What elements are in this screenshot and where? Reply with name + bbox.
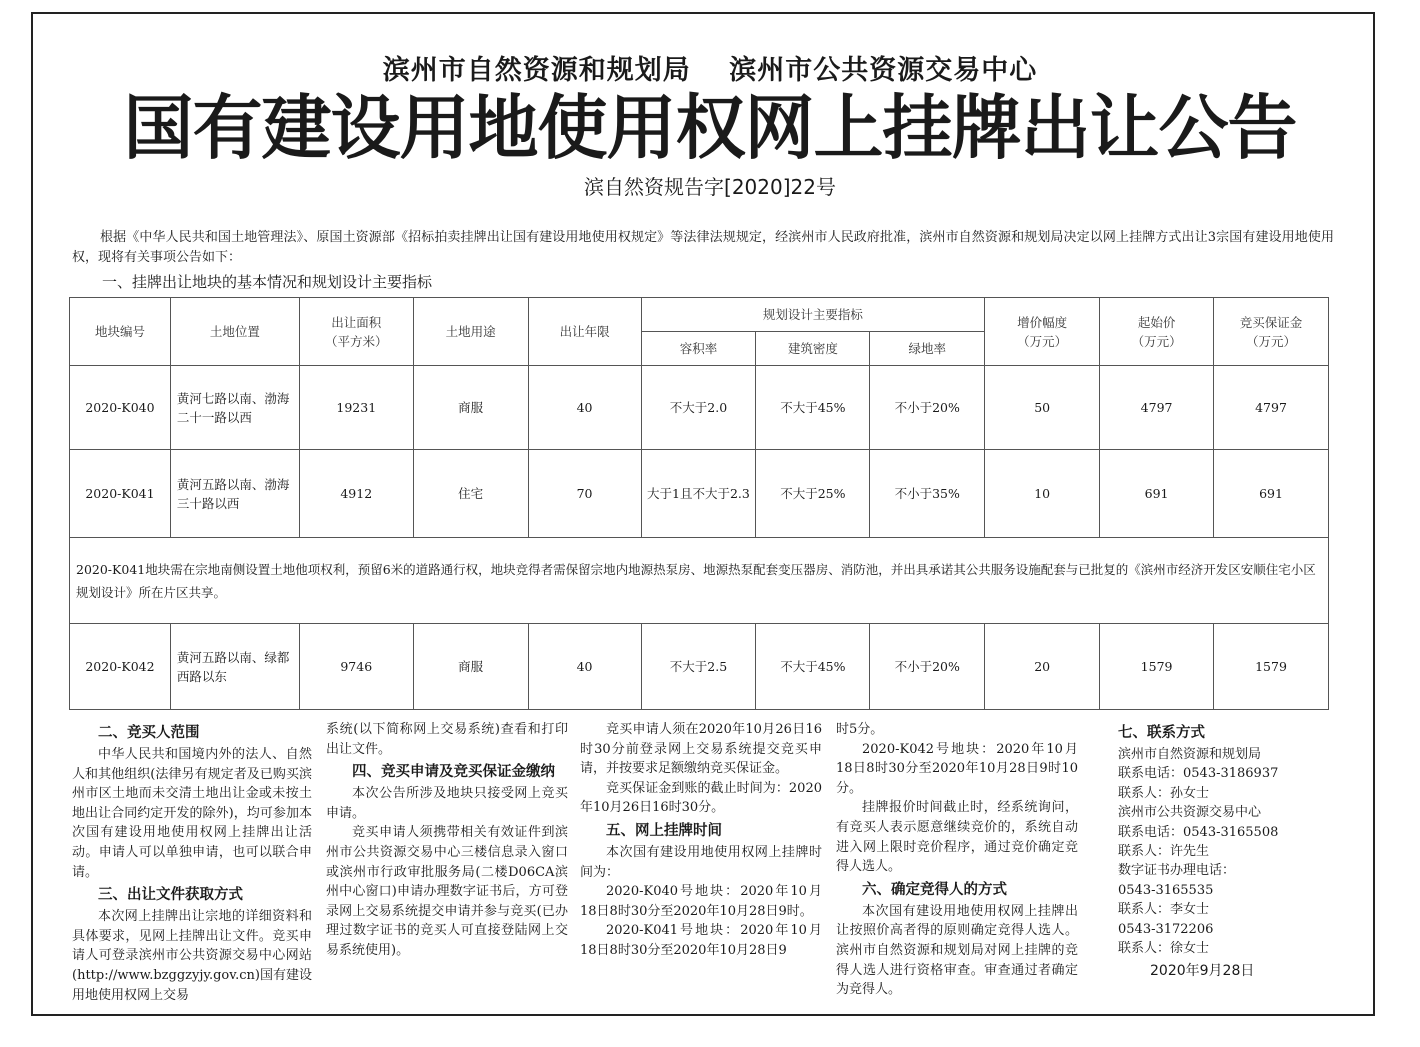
cell-use: 住宅: [413, 450, 528, 538]
header-area: 出让面积 （平方米）: [299, 298, 413, 366]
section-2-body: 中华人民共和国境内外的法人、自然人和其他组织(法律另有规定者及已购买滨州市区土地而未交清土地出让金或未按土地出让合同约定开发的除外)，均可参加本次国有建设用地使用权网上挂牌出让活动。申请人可以单独申请，也可以联合申请。: [72, 747, 312, 880]
section-1-title: 一、挂牌出让地块的基本情况和规划设计主要指标: [102, 273, 433, 291]
section-2-title: 二、竞买人范围: [98, 725, 200, 741]
section-4-para-2: 竞买申请人须携带相关有效证件到滨州市公共资源交易中心三楼信息录入窗口或滨州市行政审批服务局(二楼D06CA滨州中心窗口)申请办理数字证书后，方可登录网上交易系统提交申请并参与竞买(已办理过数字证书的竞买人可直接登陆网上交易系统使用)。: [326, 825, 568, 958]
cell-far: 不大于2.0: [641, 366, 756, 450]
issuing-agencies: [0, 48, 1420, 87]
text-column-4: [836, 720, 1078, 1000]
header-density: 建筑密度: [756, 332, 870, 366]
table-note-row: [70, 538, 1329, 624]
section-5-para-2: 2020-K040号地块：2020年10月18日8时30分至2020年10月28日9时。: [580, 884, 822, 919]
cell-area: 19231: [299, 366, 413, 450]
agency-name: 滨州市自然资源和规划局: [382, 55, 691, 86]
cell-density: 不大于45%: [756, 624, 870, 710]
contact-line: 0543-3165535: [1118, 882, 1214, 898]
section-4-title: 四、竞买申请及竞买保证金缴纳: [352, 764, 555, 781]
table-header-row: [70, 298, 1329, 332]
cell-far: 不大于2.5: [641, 624, 756, 710]
cell-plot-no: 2020-K040: [70, 366, 171, 450]
section-7-title: 七、联系方式: [1118, 725, 1205, 741]
document-number: 滨自然资规告字[2020]22号: [584, 175, 836, 199]
cell-increment: 20: [985, 624, 1100, 710]
section-3-title: 三、出让文件获取方式: [98, 887, 243, 904]
cell-increment: 50: [985, 366, 1100, 450]
intro-paragraph: 根据《中华人民共和国土地管理法》、原国土资源部《招标拍卖挂牌出让国有建设用地使用权规定》等法律法规规定，经滨州市人民政府批准，滨州市自然资源和规划局决定以网上挂牌方式出让3宗国有建设用地使用权，现将有关事项公告如下：: [72, 230, 1334, 265]
section-6-title: 六、确定竞得人的方式: [862, 881, 1007, 898]
cell-green: 不小于20%: [870, 624, 985, 710]
contact-line: 联系电话：0543-3186937: [1118, 766, 1279, 782]
cell-start-price: 4797: [1100, 366, 1214, 450]
header-far: 容积率: [641, 332, 756, 366]
section-5-para-1: 本次国有建设用地使用权网上挂牌时间为：: [580, 844, 822, 880]
section-4-para-3: 竞买申请人须在2020年10月26日16时30分前登录网上交易系统提交竞买申请，并按要求足额缴纳竞买保证金。: [580, 722, 822, 777]
table-row: [70, 624, 1329, 710]
header-term: 出让年限: [528, 298, 641, 366]
cell-location: 黄河五路以南、渤海三十路以西: [170, 450, 299, 538]
cell-location: 黄河五路以南、绿都西路以东: [170, 624, 299, 710]
cell-area: 9746: [299, 624, 413, 710]
section-5-para-3-cont: 时5分。: [836, 722, 884, 737]
cell-term: 40: [528, 366, 641, 450]
cell-term: 70: [528, 450, 641, 538]
cell-deposit: 691: [1214, 450, 1329, 538]
contact-column: [1118, 720, 1333, 982]
contact-line: 联系人：徐女士: [1118, 941, 1210, 957]
table-row: [70, 366, 1329, 450]
cell-deposit: 4797: [1214, 366, 1329, 450]
cell-plot-no: 2020-K041: [70, 450, 171, 538]
contact-line: 联系人：孙女士: [1118, 785, 1210, 801]
cell-use: 商服: [413, 624, 528, 710]
cell-green: 不小于20%: [870, 366, 985, 450]
section-5-title: 五、网上挂牌时间: [606, 822, 722, 839]
header-green: 绿地率: [870, 332, 985, 366]
cell-start-price: 1579: [1100, 624, 1214, 710]
cell-use: 商服: [413, 366, 528, 450]
notice-date: 2020年9月28日: [1150, 963, 1255, 980]
section-3-body-cont: 系统(以下简称网上交易系统)查看和打印出让文件。: [326, 722, 568, 757]
header-start-price: 起始价 （万元）: [1100, 298, 1214, 366]
contact-line: 联系人：李女士: [1118, 902, 1210, 918]
text-column-3: [580, 720, 822, 961]
header-deposit: 竞买保证金 （万元）: [1214, 298, 1329, 366]
header-planning: 规划设计主要指标: [641, 298, 985, 332]
header-increment: 增价幅度 （万元）: [985, 298, 1100, 366]
contact-line: 数字证书办理电话：: [1118, 863, 1236, 879]
cell-plot-no: 2020-K042: [70, 624, 171, 710]
land-plot-table: [69, 297, 1329, 710]
text-column-1: [72, 720, 312, 1005]
contact-line: 联系电话：0543-3165508: [1118, 824, 1279, 840]
cell-far: 大于1且不大于2.3: [641, 450, 756, 538]
cell-deposit: 1579: [1214, 624, 1329, 710]
cell-area: 4912: [299, 450, 413, 538]
header-location: 土地位置: [170, 298, 299, 366]
cell-location: 黄河七路以南、渤海二十一路以西: [170, 366, 299, 450]
section-5-para-5: 挂牌报价时间截止时，经系统询问，有竞买人表示愿意继续竞价的，系统自动进入网上限时竞价程序，通过竞价确定竞得人选人。: [836, 800, 1078, 875]
cell-density: 不大于45%: [756, 366, 870, 450]
cell-density: 不大于25%: [756, 450, 870, 538]
cell-start-price: 691: [1100, 450, 1214, 538]
section-4-para-4: 竞买保证金到账的截止时间为：2020年10月26日16时30分。: [580, 780, 822, 816]
plot-k041-note: 2020-K041地块需在宗地南侧设置土地他项权利，预留6米的道路通行权，地块竞得者需保留宗地内地源热泵房、地源热泵配套变压器房、消防池，并出具承诺其公共服务设施配套与已批复的《滨州市经济开发区安顺住宅小区规划设计》所在片区共享。: [70, 538, 1329, 624]
contact-line: 滨州市自然资源和规划局: [1118, 747, 1262, 762]
section-3-body: 本次网上挂牌出让宗地的详细资料和具体要求，见网上挂牌出让文件。竞买申请人可登录滨州市公共资源交易中心网站(http://www.bzggzyjy.gov.cn)国有建设用地使用权网上交易: [72, 909, 312, 1003]
cell-green: 不小于35%: [870, 450, 985, 538]
contact-line: 0543-3172206: [1118, 921, 1214, 937]
contact-line: 滨州市公共资源交易中心: [1118, 805, 1262, 821]
section-5-para-4: 2020-K042号地块：2020年10月18日8时30分至2020年10月28日9时10分。: [836, 741, 1078, 796]
table-row: [70, 450, 1329, 538]
contact-line: 联系人：许先生: [1118, 844, 1210, 860]
section-5-para-3: 2020-K041号地块：2020年10月18日8时30分至2020年10月28日9: [580, 923, 822, 958]
section-4-para-1: 本次公告所涉及地块只接受网上竞买申请。: [326, 786, 568, 821]
cell-term: 40: [528, 624, 641, 710]
agency-name: 滨州市公共资源交易中心: [729, 55, 1038, 86]
cell-increment: 10: [985, 450, 1100, 538]
notice-title: 国有建设用地使用权网上挂牌出让公告: [123, 87, 1297, 169]
header-plot-no: 地块编号: [70, 298, 171, 366]
text-column-2: [326, 720, 568, 961]
header-use: 土地用途: [413, 298, 528, 366]
section-6-body: 本次国有建设用地使用权网上挂牌出让按照价高者得的原则确定竞得人选人。滨州市自然资源和规划局对网上挂牌的竞得人选人进行资格审查。审查通过者确定为竞得人。: [836, 903, 1078, 998]
